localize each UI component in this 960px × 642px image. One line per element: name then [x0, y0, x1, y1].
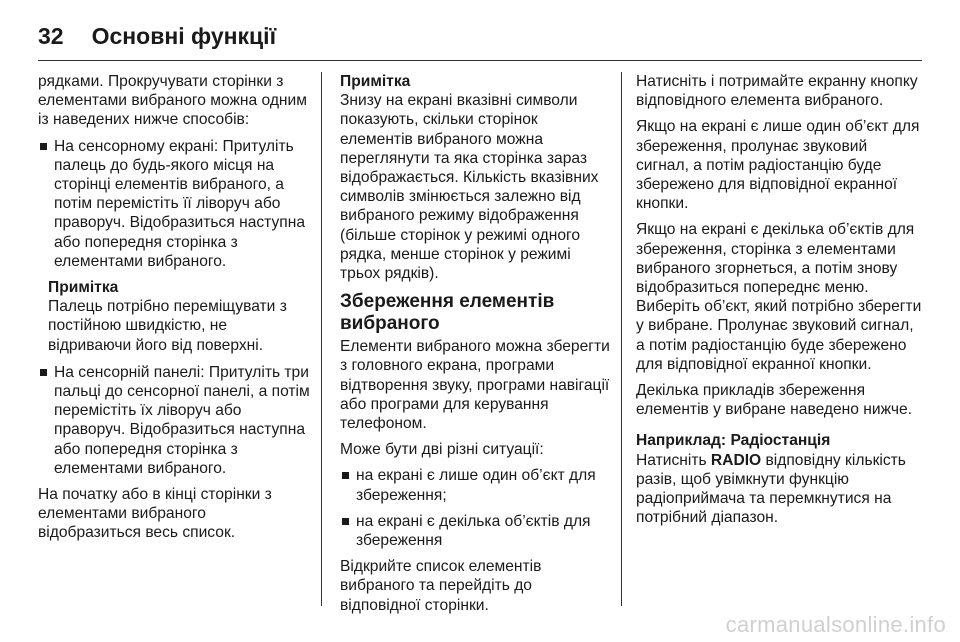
example-paragraph [636, 451, 922, 528]
note-title: Примітка [340, 73, 411, 90]
list-item: На сенсорній панелі: Притуліть три пальці до сенсорної панелі, а потім перемістіть їх ліворуч або праворуч. Відобразиться наступна або попередня сторінка з елементами вибраного. [38, 363, 310, 478]
list-item: На сенсорному екрані: Притуліть палець до будь-якого місця на сторінці елементів вибраного, а потім перемістіть її ліворуч або праворуч. Відобразиться наступна або попередня сторінка з елементами вибраного. [38, 137, 310, 271]
outro-paragraph: На початку або в кінці сторінки з елементами вибраного відобразиться весь список. [38, 486, 272, 542]
page-number: 32 [38, 22, 64, 49]
list-item: на екрані є декілька об’єктів для збереження [340, 512, 610, 550]
intro-paragraph: рядками. Прокручувати сторінки з елементами вибраного можна одним із наведених нижче способів: [38, 73, 307, 129]
list-item: на екрані є лише один об’єкт для збереження; [340, 466, 610, 504]
note-text: Знизу на екрані вказівні символи показують, скільки сторінок елементів вибраного можна переглянути та яка сторінка зараз відображається. Кількість вказівних символів змінюється залежно від вибраного режиму відображення (більше сторінок у режимі одного рядка, менше сторінок у режимі трьох рядків). [340, 92, 599, 283]
bullet-list [38, 137, 310, 271]
note-block [340, 72, 610, 283]
note-text: Палець потрібно переміщувати з постійною швидкістю, не відриваючи його від поверхні. [48, 298, 287, 354]
section-heading: Збереження елементів вибраного [340, 291, 555, 335]
radio-keyword: RADIO [710, 451, 762, 469]
note-title: Примітка [48, 279, 119, 297]
bullet-list [38, 363, 310, 478]
example-text-post: відповідну кількість разів, щоб увімкнути функцію радіоприймача та перемкнутися на потрібний діапазон. [636, 451, 906, 527]
page-title: Основні функції [91, 22, 277, 49]
paragraph: Відкрийте список елементів вибраного та перейдіть до відповідної сторінки. [340, 558, 542, 614]
column-divider-1 [321, 72, 322, 606]
column-3 [636, 72, 922, 534]
column-1 [38, 72, 310, 550]
paragraph: Якщо на екрані є декілька об’єктів для збереження, сторінка з елементами вибраного згорнеться, а потім знову відобразиться попереднє меню. Виберіть об’єкт, який потрібно зберегти у вибране. Пролунає звуковий сигнал, а потім радіостанцію буде збережено для відповідної екранної кнопки. [636, 221, 922, 373]
note-block [38, 278, 310, 355]
watermark: carmanualsonline.info [725, 612, 946, 637]
paragraph: Декілька прикладів збереження елементів у вибране наведено нижче. [636, 382, 912, 419]
paragraph: Може бути дві різні ситуації: [340, 441, 544, 459]
example-title: Наприклад: Радіостанція [636, 432, 831, 450]
header-divider [38, 60, 922, 61]
column-2 [340, 72, 610, 622]
bullet-list [340, 466, 610, 550]
example-text-pre: Натисніть [636, 451, 711, 469]
page-header [38, 14, 918, 58]
paragraph: Якщо на екрані є лише один об’єкт для збереження, пролунає звуковий сигнал, а потім радіостанцію буде збережено для відповідної екранної кнопки. [636, 118, 920, 213]
column-divider-2 [621, 72, 622, 606]
paragraph: Натисніть і потримайте екранну кнопку відповідного елемента вибраного. [636, 73, 918, 110]
paragraph: Елементи вибраного можна зберегти з головного екрана, програми відтворення звуку, програми навігації або програми для керування телефоном. [340, 338, 610, 433]
